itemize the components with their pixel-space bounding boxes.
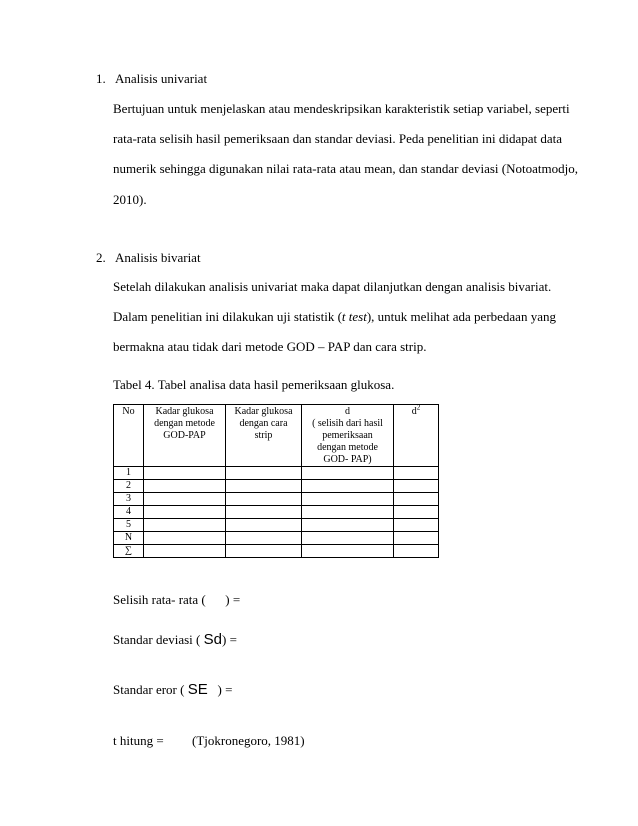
header-d: d ( selisih dari hasil pemeriksaan dengan metode GOD- PAP) bbox=[302, 405, 394, 467]
row-label: 2 bbox=[114, 480, 144, 493]
section2-number: 2. bbox=[96, 250, 106, 265]
header-d-squared: $d^2$ bbox=[394, 405, 439, 467]
section2-line-3: bermakna atau tidak dari metode GOD – PAP dan cara strip. bbox=[113, 339, 427, 354]
glucose-analysis-table bbox=[113, 404, 439, 558]
section1-number: 1. bbox=[96, 71, 106, 86]
table-row bbox=[114, 467, 439, 480]
header-strip: Kadar glukosa dengan cara strip bbox=[226, 405, 302, 467]
row-label: 3 bbox=[114, 493, 144, 506]
section1-line-2: rata-rata selisih hasil pemeriksaan dan standar deviasi. Peda penelitian ini didapat data bbox=[113, 131, 563, 146]
formula-t-hitung: t hitung = bbox=[113, 733, 164, 748]
section1-line-1: Bertujuan untuk menjelaskan atau mendeskripsikan karakteristik setiap variabel, seperti bbox=[113, 101, 570, 116]
section2-heading: Analisis bivariat bbox=[115, 250, 201, 265]
table-row bbox=[114, 480, 439, 493]
row-label: 4 bbox=[114, 506, 144, 519]
section1-line-4: 2010). bbox=[113, 192, 147, 207]
header-no: No bbox=[114, 405, 144, 467]
table-row bbox=[114, 532, 439, 545]
table-row bbox=[114, 545, 439, 558]
formula-selisih: Selisih rata- rata ( ) = bbox=[113, 592, 241, 607]
row-label: ∑ bbox=[114, 545, 144, 558]
formula-reference: (Tjokronegoro, 1981) bbox=[192, 733, 305, 748]
row-label: 5 bbox=[114, 519, 144, 532]
table-row bbox=[114, 506, 439, 519]
formula-se: Standar eror ( SE ) = bbox=[113, 681, 233, 698]
section2-line-1: Setelah dilakukan analisis univariat maka dapat dilanjutkan dengan analisis bivariat. bbox=[113, 279, 552, 294]
table-row bbox=[114, 493, 439, 506]
row-label: 1 bbox=[114, 467, 144, 480]
table-caption: Tabel 4. Tabel analisa data hasil pemeriksaan glukosa. bbox=[113, 377, 395, 392]
table-header-row bbox=[114, 405, 439, 467]
section1-heading: Analisis univariat bbox=[115, 71, 208, 86]
table-row bbox=[114, 519, 439, 532]
header-god-pap: Kadar glukosa dengan metode GOD-PAP bbox=[144, 405, 226, 467]
section1-line-3: numerik sehingga digunakan nilai rata-rata atau mean, dan standar deviasi (Notoatmodjo, bbox=[113, 161, 578, 176]
section2-line-2: Dalam penelitian ini dilakukan uji statistik (t test), untuk melihat ada perbedaan yang bbox=[113, 309, 556, 324]
row-label: N bbox=[114, 532, 144, 545]
formula-sd: Standar deviasi ( Sd) = bbox=[113, 631, 237, 648]
